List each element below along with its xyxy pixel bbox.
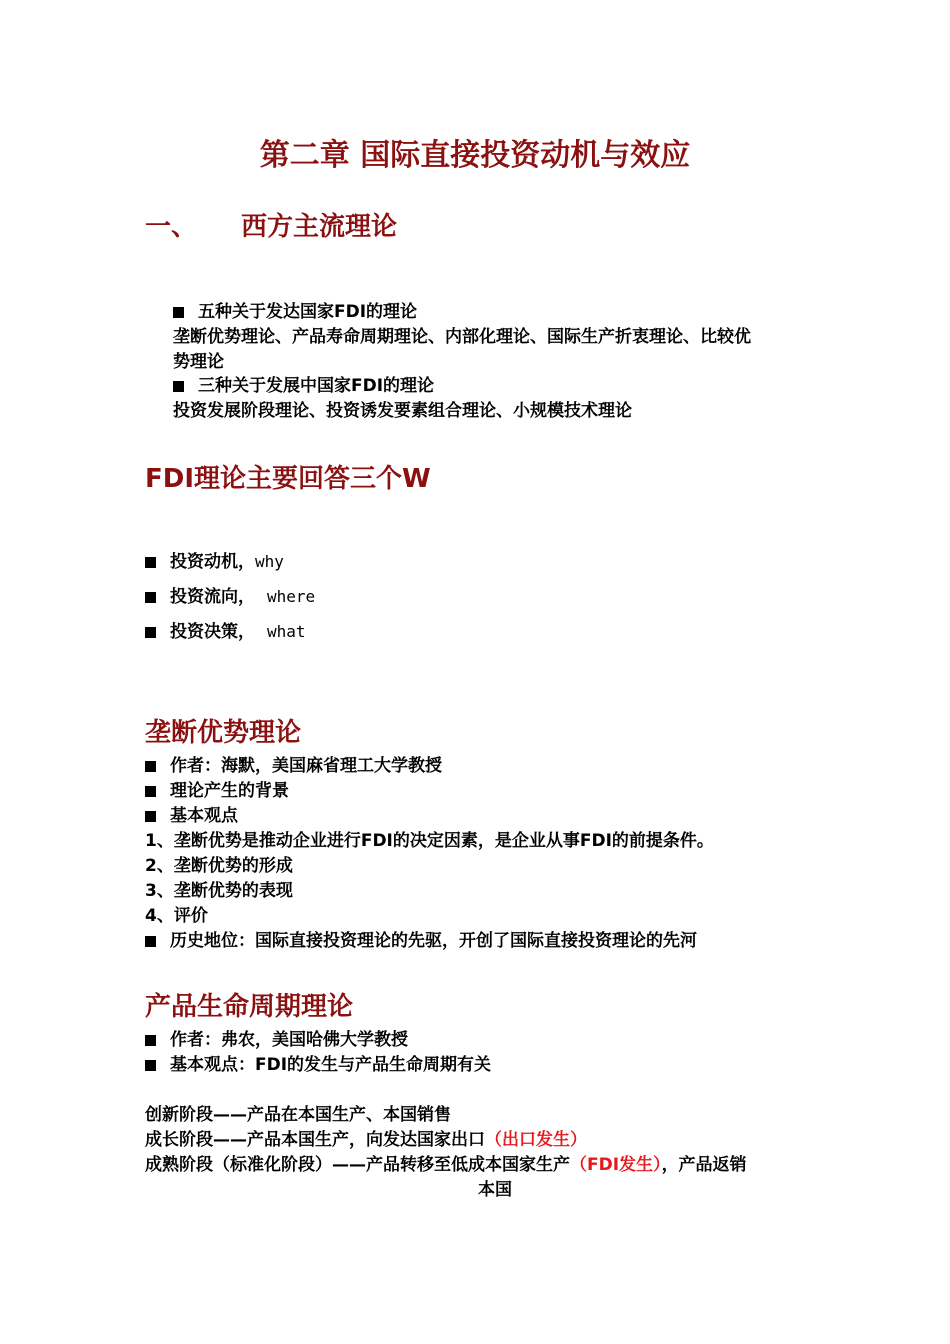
stage-growth: 成长阶段——产品本国生产，向发达国家出口（出口发生） [145, 1130, 587, 1150]
section1-number: 一、 [145, 212, 198, 242]
stage-maturity-cont: 本国 [478, 1180, 512, 1200]
section3-item: 基本观点 [145, 804, 238, 829]
bullet-square-icon [145, 811, 156, 822]
section3-item: 2、垄断优势的形成 [145, 856, 293, 876]
bullet-square-icon [145, 1035, 156, 1046]
section4-heading: 产品生命周期理论 [145, 992, 354, 1022]
section3-item: 理论产生的背景 [145, 779, 289, 804]
bullet-square-icon [145, 936, 156, 947]
section1-item: 三种关于发展中国家FDI的理论 [173, 374, 434, 399]
page-title: 第二章 国际直接投资动机与效应 [259, 138, 691, 173]
section2-item: 投资流向， where [145, 584, 315, 610]
bullet-square-icon [145, 557, 156, 568]
section1-item: 五种关于发达国家FDI的理论 [173, 300, 417, 325]
section1-item: 势理论 [173, 352, 224, 372]
bullet-square-icon [173, 307, 184, 318]
section1-title: 西方主流理论 [241, 212, 398, 242]
section2-item: 投资决策， what [145, 619, 306, 645]
export-note: （出口发生） [485, 1130, 587, 1150]
bullet-square-icon [145, 592, 156, 603]
section3-item: 1、垄断优势是推动企业进行FDI的决定因素，是企业从事FDI的前提条件。 [145, 831, 714, 851]
bullet-square-icon [173, 381, 184, 392]
section4-item: 作者：弗农，美国哈佛大学教授 [145, 1028, 408, 1053]
stage-maturity: 成熟阶段（标准化阶段）——产品转移至低成本国家生产（FDI发生），产品返销 [145, 1155, 747, 1175]
section1-item: 投资发展阶段理论、投资诱发要素组合理论、小规模技术理论 [173, 401, 632, 421]
bullet-square-icon [145, 1060, 156, 1071]
section3-item: 3、垄断优势的表现 [145, 881, 293, 901]
bullet-square-icon [145, 761, 156, 772]
bullet-square-icon [145, 627, 156, 638]
section2-item: 投资动机，why [145, 549, 284, 575]
section2-heading: FDI理论主要回答三个W [145, 464, 431, 494]
section3-heading: 垄断优势理论 [145, 718, 302, 748]
bullet-square-icon [145, 786, 156, 797]
section4-item: 基本观点：FDI的发生与产品生命周期有关 [145, 1053, 491, 1078]
fdi-note: （FDI发生） [570, 1155, 662, 1175]
section3-item: 作者：海默，美国麻省理工大学教授 [145, 754, 442, 779]
section3-item: 4、评价 [145, 906, 208, 926]
section1-heading [145, 206, 397, 243]
stage-innovation: 创新阶段——产品在本国生产、本国销售 [145, 1105, 451, 1125]
section3-item: 历史地位：国际直接投资理论的先驱，开创了国际直接投资理论的先河 [145, 929, 697, 954]
section1-item: 垄断优势理论、产品寿命周期理论、内部化理论、国际生产折衷理论、比较优 [173, 327, 751, 347]
